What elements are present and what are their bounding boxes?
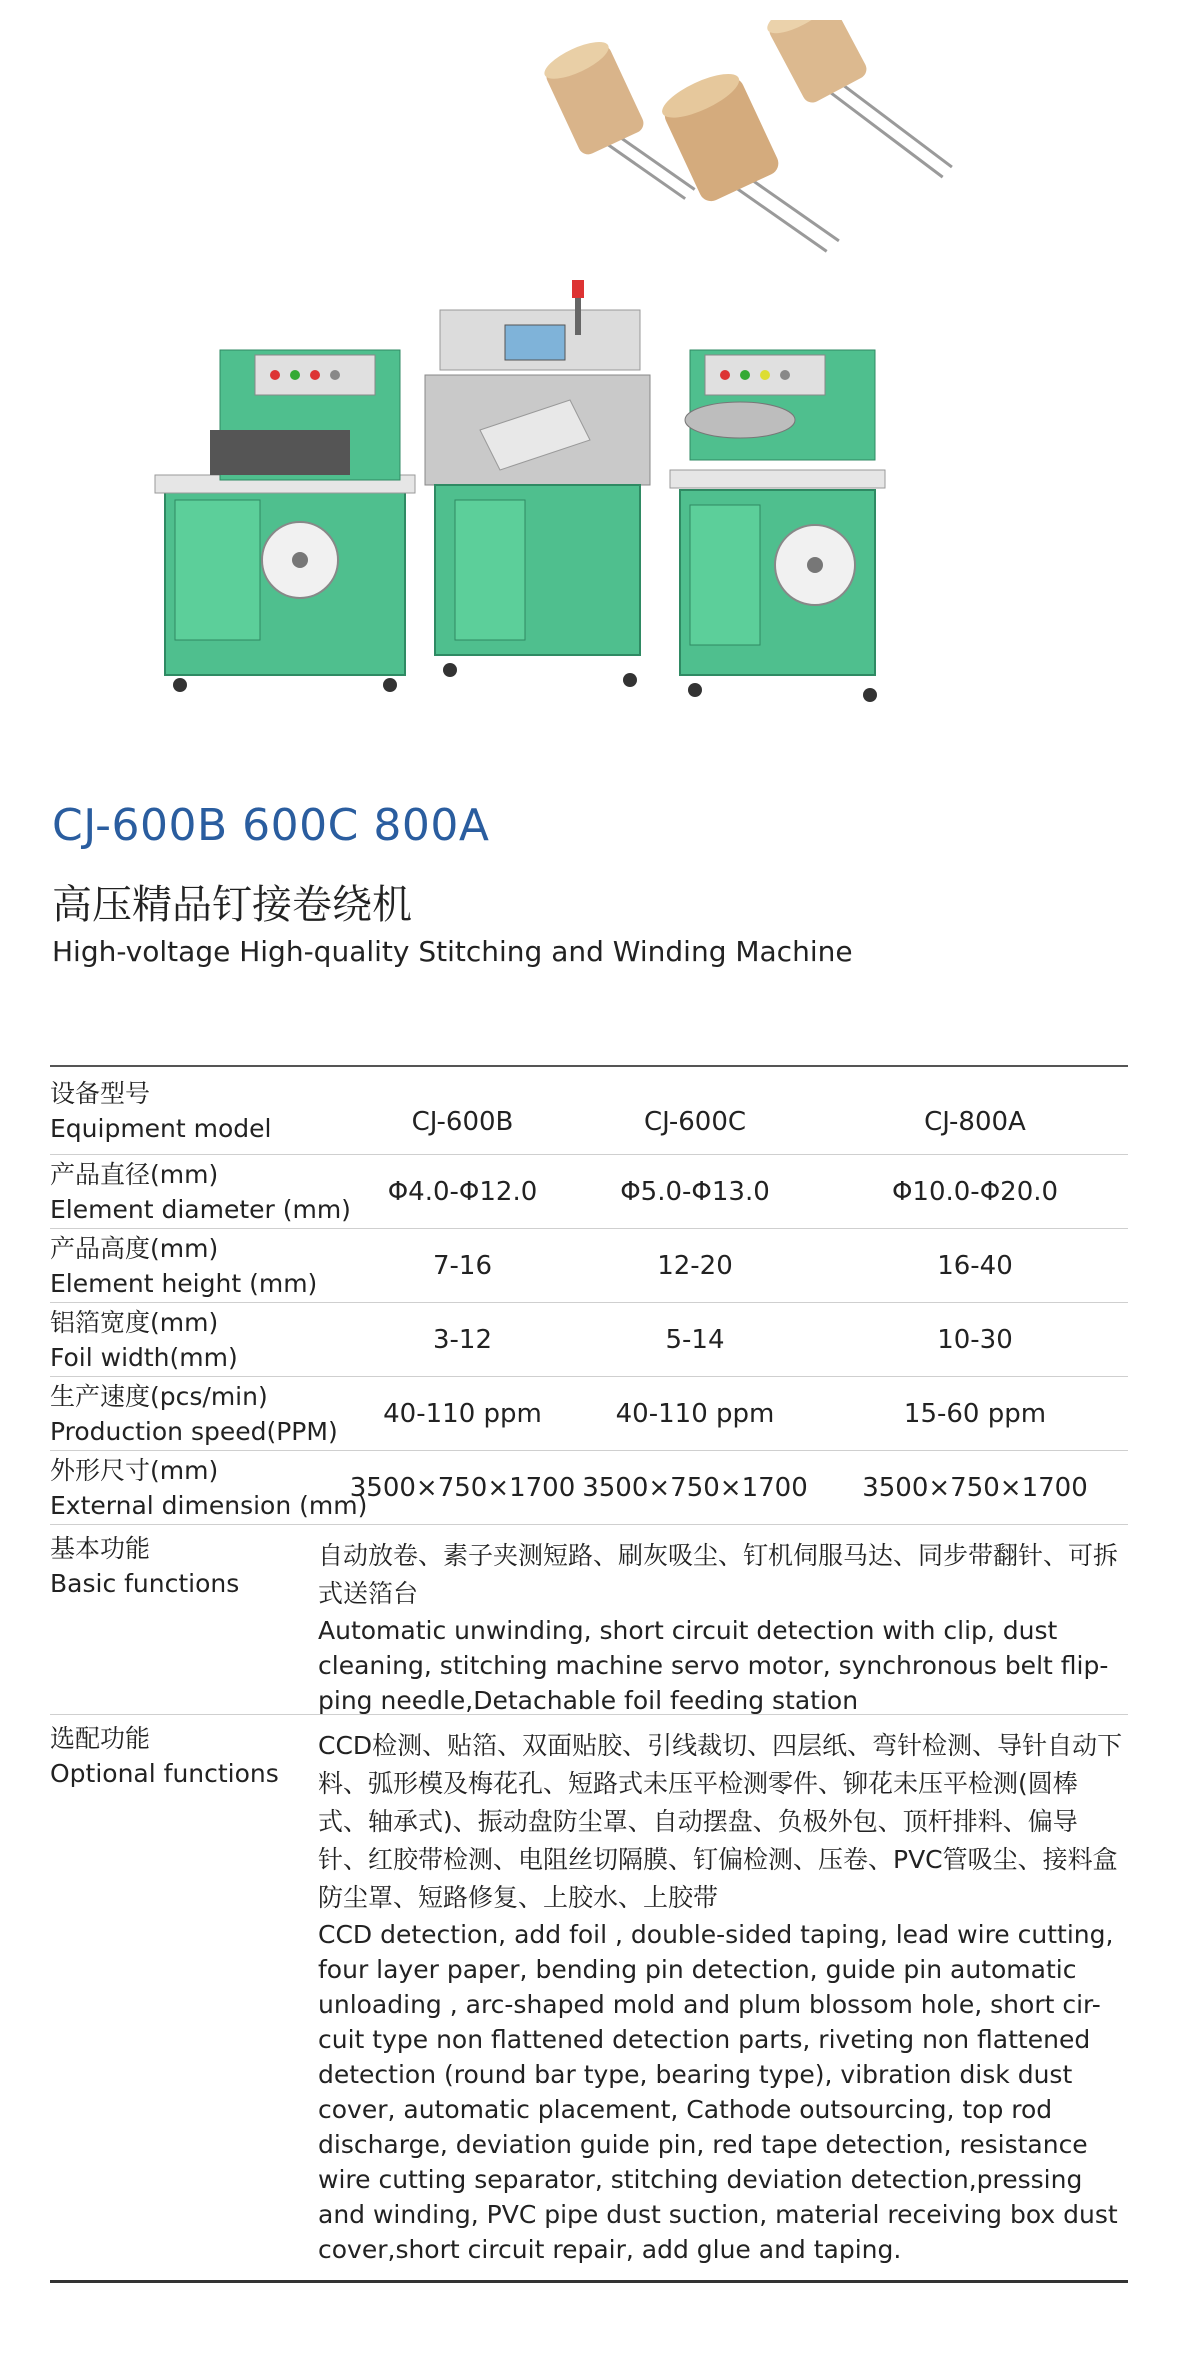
cell-value: 10-30 [937,1324,1013,1355]
table-row [50,1377,1128,1451]
cell-value: 3500×750×1700 [349,1472,576,1503]
cell-value: 3500×750×1700 [862,1472,1088,1503]
row-label [50,1525,318,1714]
table-row [50,1303,1128,1377]
product-illustration [150,20,980,720]
cell-value: 7-16 [432,1250,492,1281]
row-label-en: Optional functions [50,1759,279,1788]
model-number: CJ-600B 600C 800A [52,800,490,851]
winding-machine-icon [155,280,885,702]
row-label [50,1229,370,1302]
table-row [50,1451,1128,1525]
row-label-en: External dimension (mm) [50,1490,368,1520]
row-label-en: Element diameter (mm) [50,1194,351,1224]
capacitor-element-icon [540,20,954,290]
row-label-cn: 产品直径(mm) [50,1159,219,1189]
optional-functions-row [50,1715,1128,2283]
basic-functions-text [318,1525,1123,1714]
row-label [50,1155,370,1228]
row-label-cn: 生产速度(pcs/min) [50,1381,268,1411]
product-title-en: High-voltage High-quality Stitching and Winding Machine [52,935,853,968]
basic-functions-cn: 自动放卷、素子夹测短路、刷灰吸尘、钉机伺服马达、同步带翻针、可拆式送箔台 [318,1541,1119,1608]
table-row [50,1155,1128,1229]
cell-value: 5-14 [665,1324,725,1355]
cell-value: 3500×750×1700 [582,1472,808,1503]
basic-functions-en: Automatic unwinding, short circuit detection with clip, dust cleaning, stitching machine servo motor, synchronous belt flip-ping needle,Detachable foil feeding station [318,1616,1109,1715]
cell-value: 12-20 [657,1250,733,1281]
cell-value: 15-60 ppm [903,1398,1047,1429]
row-label-en: Basic functions [50,1569,240,1598]
cell-value: CJ-800A [924,1106,1026,1137]
optional-functions-cn: CCD检测、贴箔、双面贴胶、引线裁切、四层纸、弯针检测、导针自动下料、弧形模及梅花孔、短路式未压平检测零件、铆花未压平检测(圆棒式、轴承式)、振动盘防尘罩、自动摆盘、负极外包、顶杆排料、偏导针、红胶带检测、电阻丝切隔膜、钉偏检测、压卷、PVC管吸尘、接料盒防尘罩、短路修复、上胶水、上胶带 [318,1731,1123,1912]
cell-value: Φ10.0-Φ20.0 [891,1176,1059,1207]
row-label-en: Element height (mm) [50,1268,318,1298]
row-label-cn: 设备型号 [50,1078,151,1108]
row-label [50,1715,318,2280]
cell-value: 3-12 [432,1324,492,1355]
cell-value: 40-110 ppm [383,1398,542,1429]
row-label-cn: 铝箔宽度(mm) [50,1307,219,1337]
cell-value: 16-40 [937,1250,1013,1281]
row-label [50,1451,370,1524]
row-label [50,1377,370,1450]
row-label [50,1067,370,1154]
table-row [50,1229,1128,1303]
row-label [50,1303,370,1376]
table-row [50,1067,1128,1155]
spec-table [50,1065,1128,2283]
cell-value: CJ-600C [643,1106,747,1137]
row-label-en: Equipment model [50,1113,272,1143]
row-label-en: Production speed(PPM) [50,1416,338,1446]
cell-value: 40-110 ppm [615,1398,775,1429]
cell-value: CJ-600B [411,1106,514,1137]
cell-value: Φ4.0-Φ12.0 [387,1176,538,1207]
row-label-cn: 外形尺寸(mm) [50,1455,219,1485]
row-label-en: Foil width(mm) [50,1342,238,1372]
optional-functions-text [318,1715,1123,2280]
basic-functions-row [50,1525,1128,1715]
cell-value: Φ5.0-Φ13.0 [620,1176,770,1207]
row-label-cn: 选配功能 [50,1724,151,1753]
product-title-cn: 高压精品钉接卷绕机 [52,882,412,928]
row-label-cn: 基本功能 [50,1534,151,1563]
optional-functions-en: CCD detection, add foil , double-sided taping, lead wire cutting, four layer paper, bending pin detection, guide pin automatic unloading , arc-shaped mold and plum blossom hole, short cir-cuit type non flattened detection parts, riveting non flattened detection (round bar type, bearing type), vibration disk dust cover, automatic placement, Cathode outsourcing, top rod discharge, deviation guide pin, red tape detection, resistance wire cutting separator, stitching deviation detection,pressing and winding, PVC pipe dust suction, material receiving box dust cover,short circuit repair, add glue and taping. [318,1920,1118,2264]
row-label-cn: 产品高度(mm) [50,1233,219,1263]
